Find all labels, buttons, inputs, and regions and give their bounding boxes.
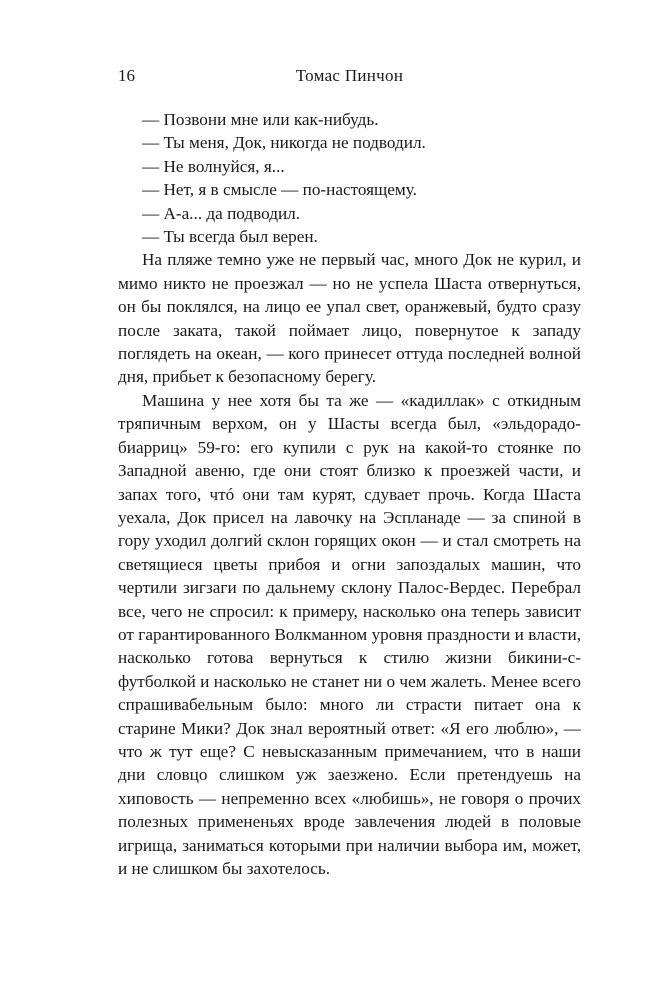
book-author: Томас Пинчон	[295, 66, 404, 85]
running-head	[118, 64, 581, 88]
dialogue-line: — А-а... да подводил.	[142, 203, 301, 223]
page-number: 16	[118, 66, 135, 85]
dialogue-line: — Ты всегда был верен.	[142, 227, 318, 247]
dialogue-line: — Позвони мне или как-нибудь.	[142, 110, 379, 129]
dialogue-line: — Ты меня, Док, никогда не подводил.	[142, 133, 426, 153]
body-text	[118, 108, 581, 880]
dialogue-line: — Не волнуйся, я...	[142, 156, 285, 176]
dialogue-line: — Нет, я в смысле — по-настоящему.	[142, 180, 417, 200]
paragraph: Машина у нее хотя бы та же — «кадиллак» с откидным тряпичным верхом, он у Шасты всегда был, «эльдорадо-биарриц» 59-го: его купили с рук на какой-то стоянке по Западной авеню, где они стоят близко к проезжей части, и запах того, чтó они там курят, сдувает прочь. Когда Шаста уехала, Док присел на лавочку на Эспланаде — за спиной в гору уходил долгий склон горящих окон — и стал смотреть на светящиеся цветы прибоя и огни запоздалых машин, что чертили зигзаги по дальнему склону Палос-Вердес. Перебрал все, чего не спросил: к примеру, насколько она теперь зависит от гарантированного Волкманном уровня праздности и власти, насколько готова вернуться к стилю жизни бикини-с-футболкой и насколько не станет ни о чем жалеть. Менее всего спрашивабельным было: много ли страсти питает она к старине Мики? Док знал вероятный ответ: «Я его люблю», — что ж тут еще? С невысказанным примечанием, что в наши дни словцо слишком уж заезжено. Если претендуешь на хиповость — непременно всех «любишь», не говоря о прочих полезных примененьях вроде завлечения людей в половые игрища, заниматься которыми при наличии выбора им, может, и не слишком бы захотелось.	[118, 390, 581, 878]
paragraph: На пляже темно уже не первый час, много Док не курил, и мимо никто не проезжал — но не успела Шаста отвернуться, он бы поклялся, на лицо ее упал свет, оранжевый, будто сразу после заката, такой поймает лицо, повернутое к западу поглядеть на океан, — кого принесет оттуда последней волной дня, прибьет к безопасному берегу.	[118, 250, 581, 387]
